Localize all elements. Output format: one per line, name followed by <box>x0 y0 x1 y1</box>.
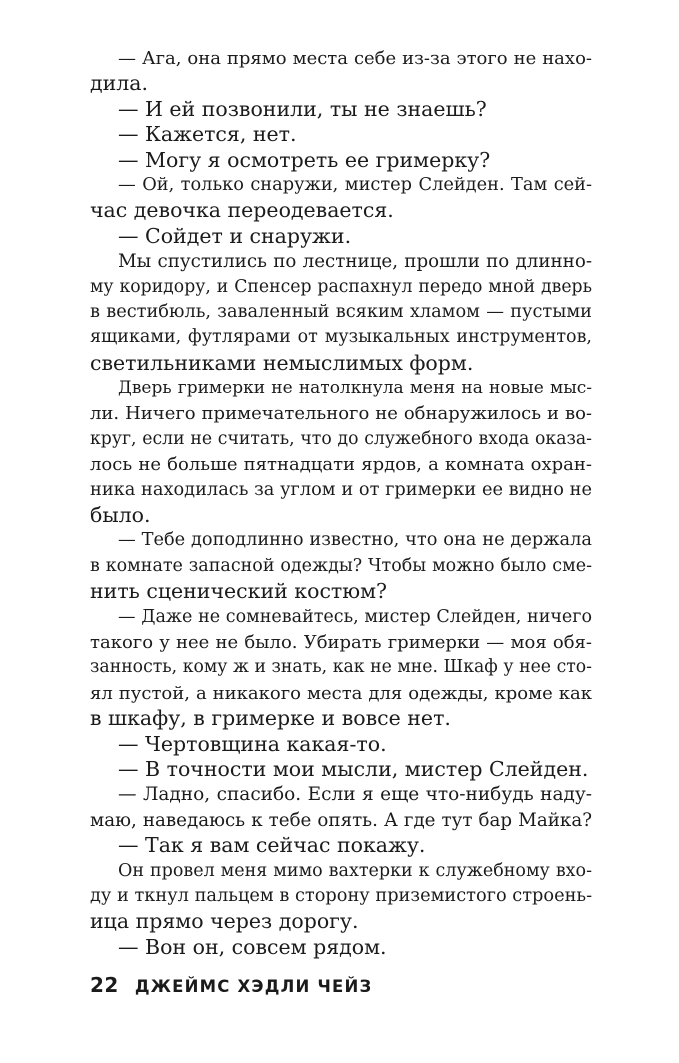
text-line: — Кажется, нет. <box>118 122 297 147</box>
text-line: — Сойдет и снаружи. <box>118 223 352 248</box>
text-line: ящиками, футлярами от музыкальных инструментов, <box>90 327 592 348</box>
page-number: 22 <box>90 973 119 997</box>
text-line: в вестибюль, заваленный всяким хламом — пустыми <box>90 301 592 322</box>
text-line: час девочка переодевается. <box>90 198 394 223</box>
page-footer <box>90 973 372 1001</box>
text-line: ду и ткнул пальцем в сторону приземистого строень- <box>90 885 593 906</box>
text-line: дила. <box>90 71 149 96</box>
text-line: Мы спустились по лестнице, прошли по длинно- <box>118 251 592 273</box>
text-line: нить сценический костюм? <box>90 579 388 604</box>
text-line: было. <box>90 503 151 528</box>
text-line: ял пустой, а никакого места для одежды, кроме как <box>90 682 592 704</box>
text-line: — Могу я осмотреть ее гримерку? <box>118 147 491 172</box>
text-line: му коридору, и Спенсер распахнул передо мной дверь <box>90 276 592 297</box>
text-line: — Вон он, совсем рядом. <box>118 934 387 959</box>
text-line: — Ой, только снаружи, мистер Слейден. Там сей- <box>118 174 592 195</box>
text-line: ника находилась за углом и от гримерки ее видно не <box>90 479 592 500</box>
text-line: ли. Ничего примечательного не обнаружилось и во- <box>90 403 592 425</box>
text-line: — И ей позвонили, ты не знаешь? <box>118 96 487 121</box>
text-line: занность, кому ж и знать, как не мне. Шкаф у нее сто- <box>90 657 592 678</box>
text-line: в комнате запасной одежды? Чтобы можно было сме- <box>90 555 592 576</box>
text-line: круг, если не считать, что до служебного входа оказа- <box>90 428 592 449</box>
running-head-author: ДЖЕЙМС ХЭДЛИ ЧЕЙЗ <box>134 977 373 996</box>
text-line: — Тебе доподлинно известно, что она не держала <box>118 530 592 551</box>
text-line: такого у нее не было. Убирать гримерки — моя обя- <box>90 631 592 653</box>
body-text <box>90 46 592 960</box>
text-line: маю, наведаюсь к тебе опять. А где тут бар Майка? <box>90 809 592 831</box>
text-line: — Так я вам сейчас покажу. <box>118 833 426 858</box>
text-line: Дверь гримерки не натолкнула меня на новые мыс- <box>118 378 592 399</box>
text-line: — Ладно, спасибо. Если я еще что-нибудь наду- <box>118 784 592 806</box>
text-line: — В точности мои мысли, мистер Слейден. <box>118 756 589 781</box>
text-line: в шкафу, в гримерке и вовсе нет. <box>90 706 451 731</box>
text-line: — Чертовщина какая-то. <box>118 731 387 756</box>
text-line: лось не больше пятнадцати ярдов, а комната охран- <box>90 454 592 476</box>
text-line: светильниками немыслимых форм. <box>90 350 474 375</box>
text-line: Он провел меня мимо вахтерки к служебному вхо- <box>118 860 592 881</box>
text-line: ица прямо через дорогу. <box>90 909 359 934</box>
text-line: — Ага, она прямо места себе из-за этого не нахо- <box>118 48 592 69</box>
text-line: — Даже не сомневайтесь, мистер Слейден, ничего <box>118 606 592 627</box>
